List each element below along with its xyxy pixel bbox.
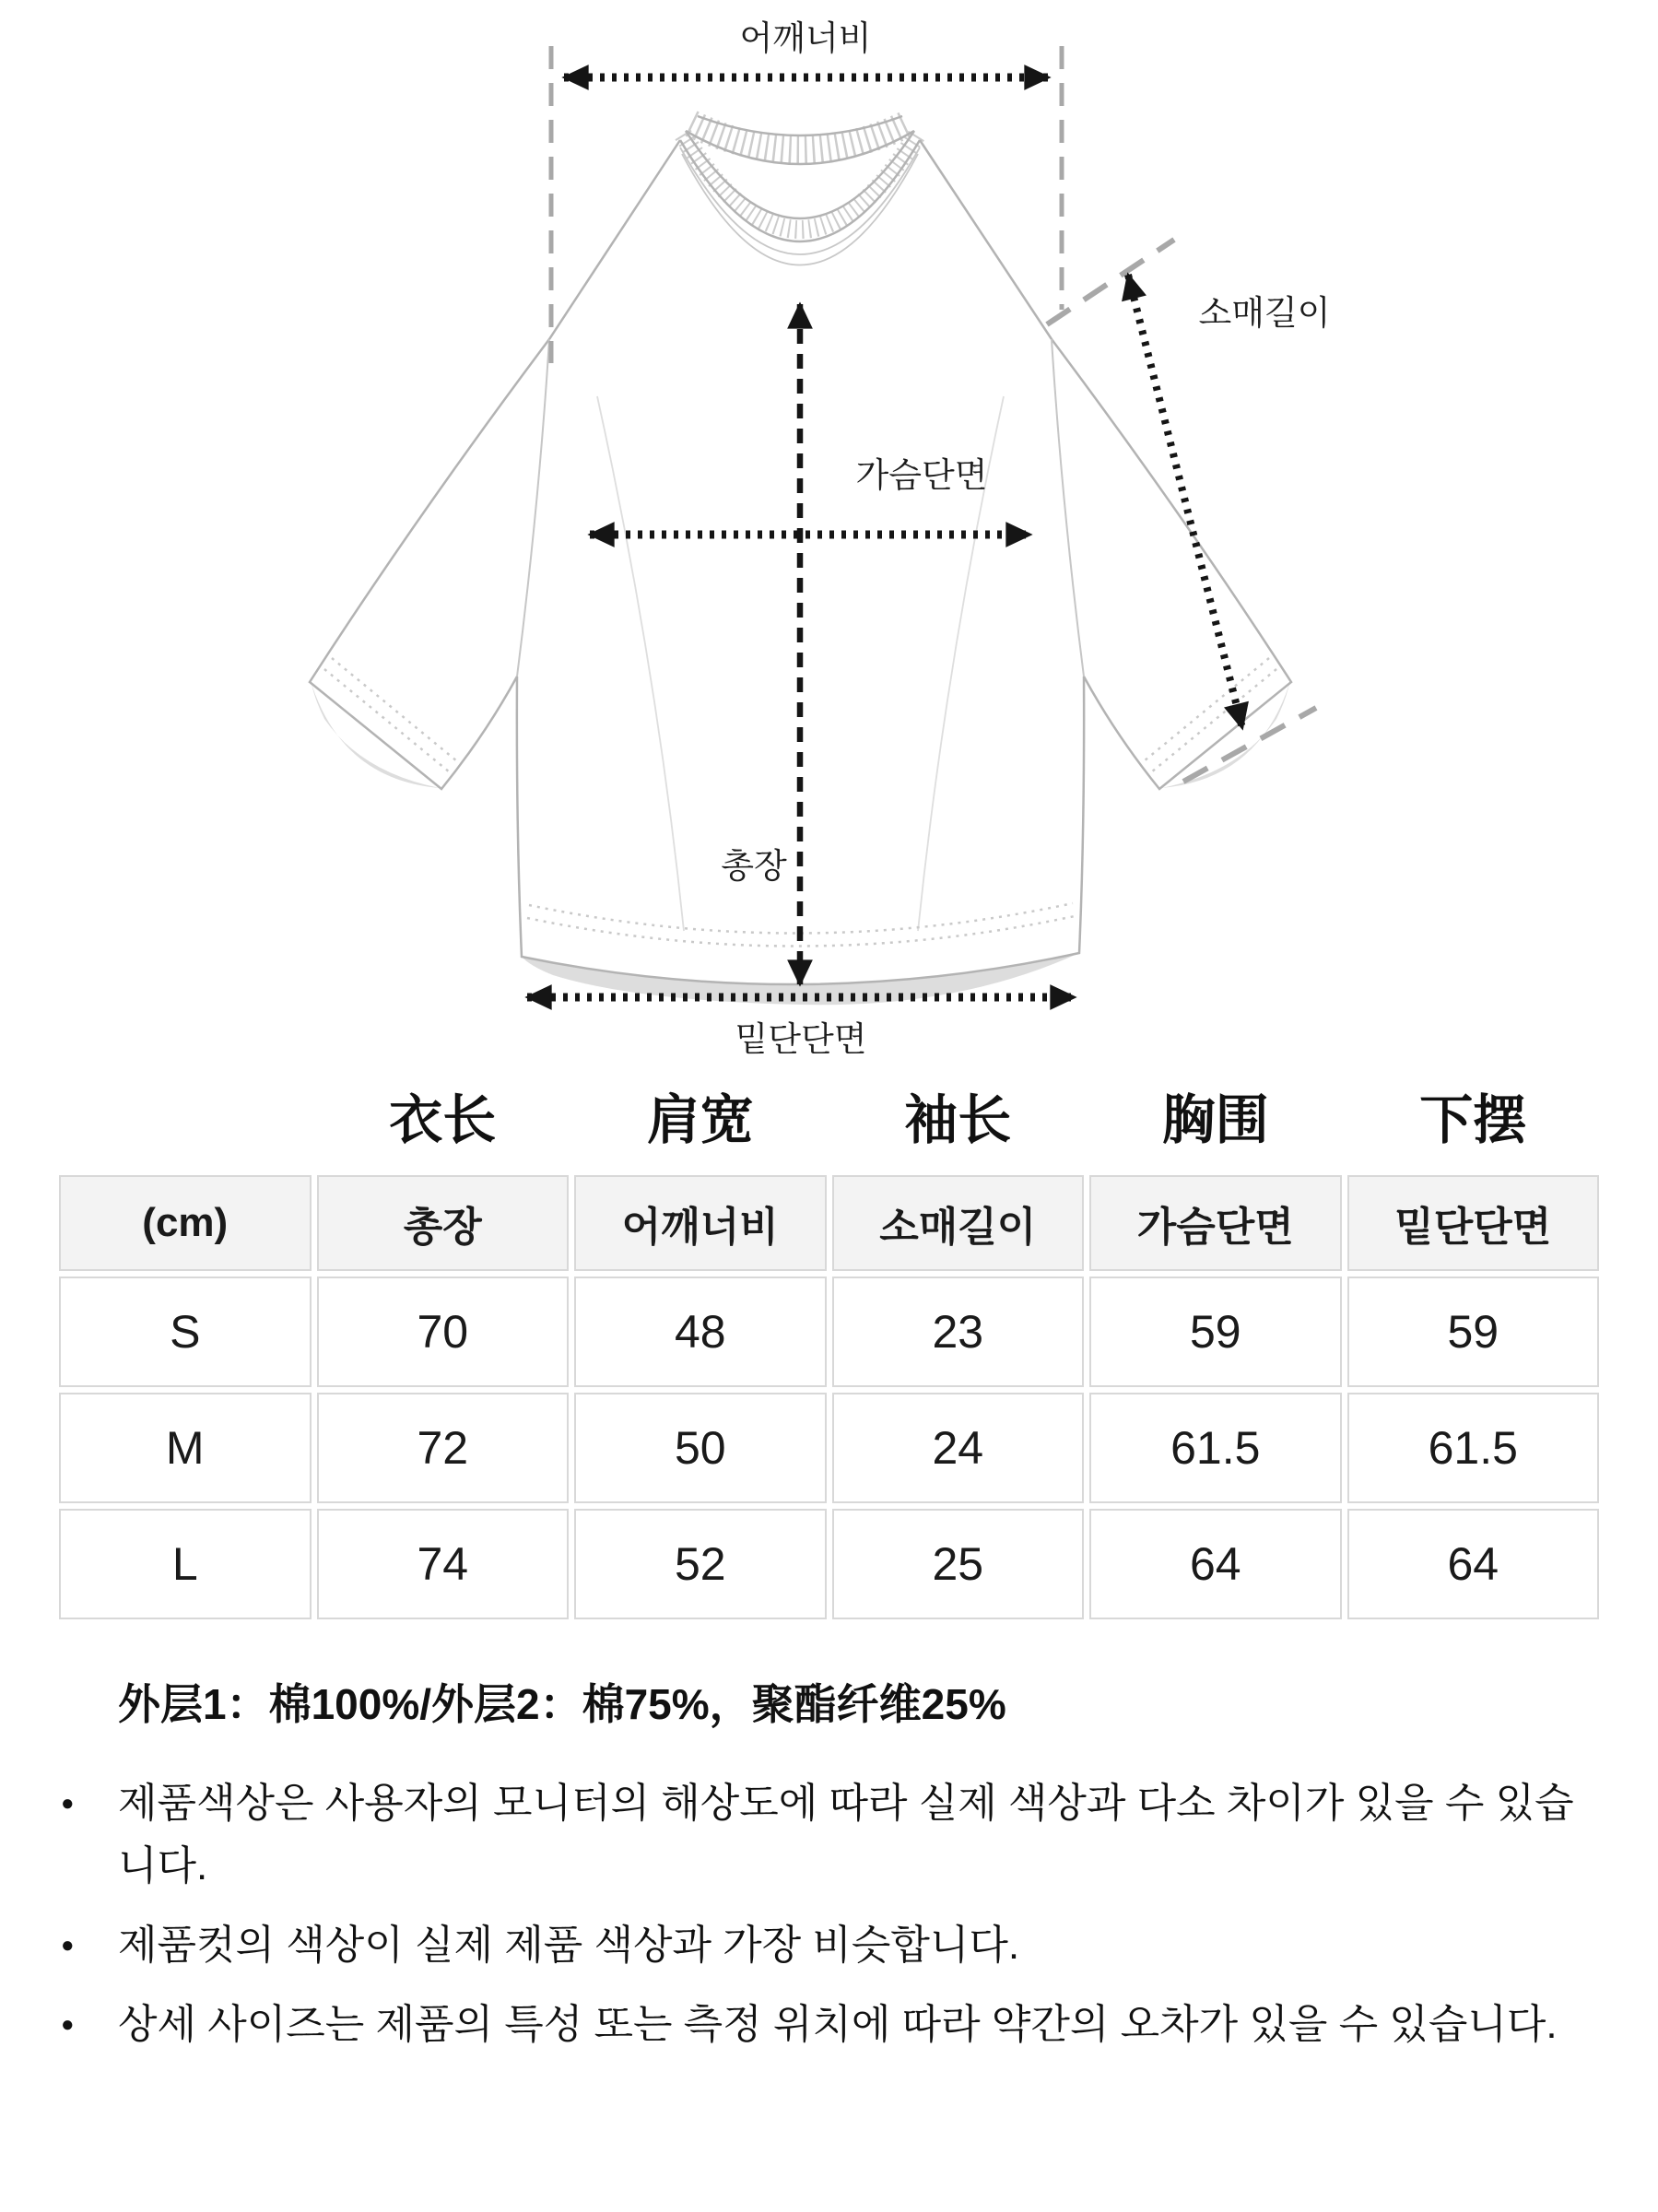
size-row-l (59, 1509, 1599, 1619)
size-label: M (59, 1393, 312, 1503)
cn-header-sleeve: 袖长 (904, 1090, 1012, 1150)
value-cell: 70 (317, 1277, 570, 1387)
kr-header-shoulder: 어깨너비 (574, 1175, 827, 1271)
value-cell: 23 (832, 1277, 1085, 1387)
tshirt-measurement-diagram (0, 0, 1658, 1065)
note-item: ● 제품색상은 사용자의 모니터의 해상도에 따라 실제 색상과 다소 차이가 있을 수 있습니다. (59, 1772, 1593, 1898)
kr-header-row (59, 1175, 1599, 1271)
size-label: S (59, 1277, 312, 1387)
value-cell: 50 (574, 1393, 827, 1503)
chest-width-label: 가슴단면 (855, 456, 988, 494)
value-cell: 74 (317, 1509, 570, 1619)
value-cell: 61.5 (1089, 1393, 1342, 1503)
value-cell: 24 (832, 1393, 1085, 1503)
value-cell: 64 (1089, 1509, 1342, 1619)
size-row-s (59, 1277, 1599, 1387)
cn-header-hem: 下摆 (1419, 1090, 1527, 1150)
kr-header-hem: 밑단단면 (1347, 1175, 1600, 1271)
value-cell: 48 (574, 1277, 827, 1387)
value-cell: 52 (574, 1509, 827, 1619)
value-cell: 59 (1347, 1277, 1600, 1387)
size-table (53, 1065, 1605, 1625)
sleeve-length-arrow (1128, 275, 1242, 728)
measure-guides (551, 46, 1316, 782)
hem-width-label: 밑단단면 (735, 1020, 867, 1058)
total-length-label: 총장 (721, 847, 787, 885)
note-item: ● 상세 사이즈는 제품의 특성 또는 측정 위치에 따라 약간의 오차가 있을 수 있습니다. (59, 1994, 1593, 2056)
unit-header-cell: (cm) (59, 1175, 312, 1271)
value-cell: 25 (832, 1509, 1085, 1619)
measure-arrows (527, 77, 1242, 997)
size-row-m (59, 1393, 1599, 1503)
material-composition: 外层1：棉100%/外层2：棉75%，聚酯纤维25% (118, 1680, 1006, 1728)
cn-header-chest: 胸围 (1161, 1090, 1269, 1150)
value-cell: 72 (317, 1393, 570, 1503)
sleeve-length-label: 소매길이 (1198, 294, 1331, 332)
cn-header-empty (59, 1070, 312, 1170)
product-notes (59, 1772, 1593, 2056)
cn-header-row (59, 1070, 1599, 1170)
cn-header-shoulder: 肩宽 (646, 1090, 754, 1150)
cn-header-length: 衣长 (389, 1090, 497, 1150)
kr-header-chest: 가슴단면 (1089, 1175, 1342, 1271)
value-cell: 64 (1347, 1509, 1600, 1619)
kr-header-sleeve: 소매길이 (832, 1175, 1085, 1271)
kr-header-length: 총장 (317, 1175, 570, 1271)
value-cell: 59 (1089, 1277, 1342, 1387)
collar-ribbing (683, 124, 917, 229)
size-label: L (59, 1509, 312, 1619)
value-cell: 61.5 (1347, 1393, 1600, 1503)
shoulder-width-label: 어깨너비 (739, 19, 872, 57)
note-item: ● 제품컷의 색상이 실제 제품 색상과 가장 비슷합니다. (59, 1914, 1593, 1977)
